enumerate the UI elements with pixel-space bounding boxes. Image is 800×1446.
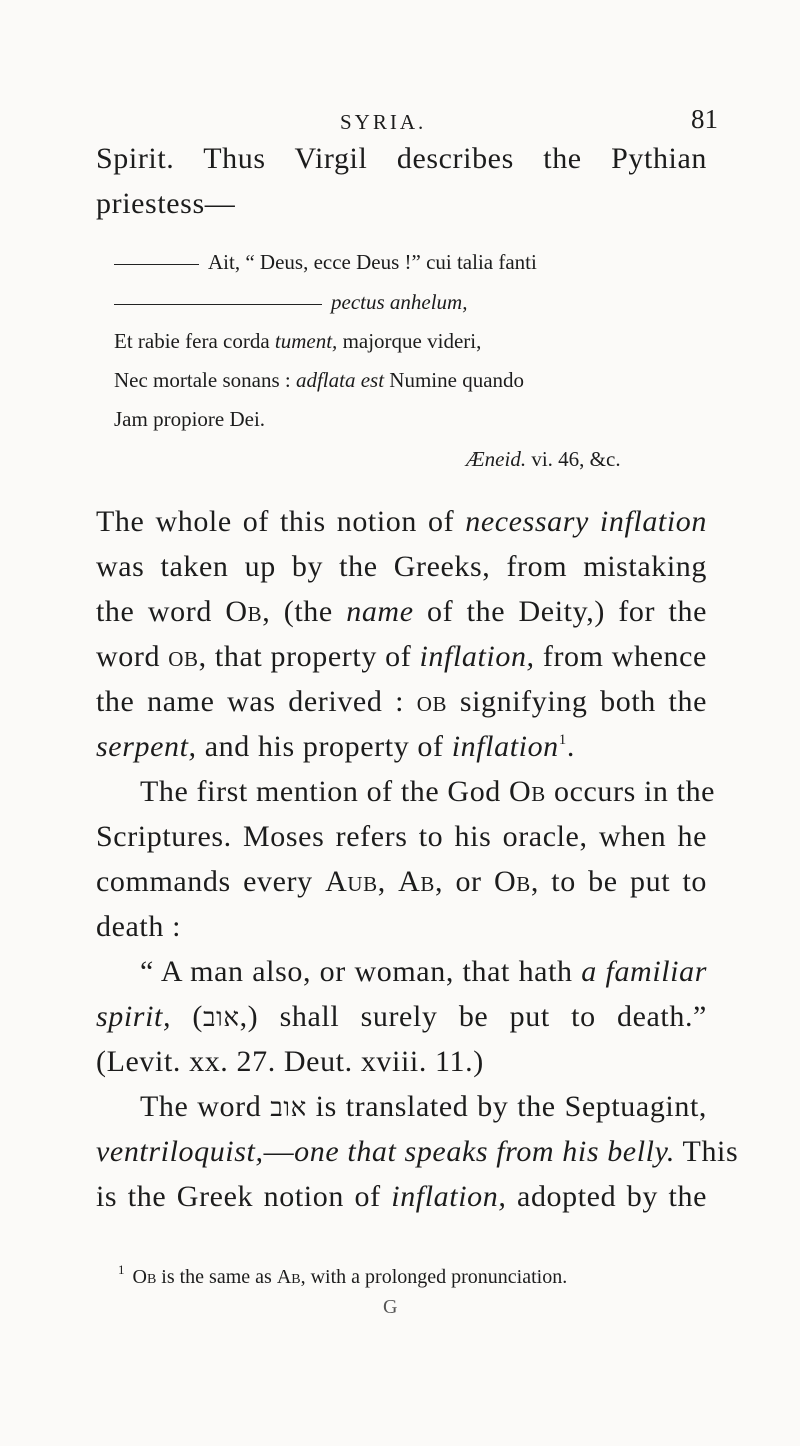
text: word [96, 640, 161, 673]
text: The whole of this notion of [96, 505, 455, 538]
citation-title: Æneid. [466, 447, 527, 471]
text: “ A man also, or woman, that hath [140, 955, 573, 988]
italic-text: inflation, [419, 640, 535, 673]
small-caps-text: Aub, [325, 865, 386, 898]
text: — [263, 1135, 295, 1168]
text: the name was derived : [96, 685, 405, 718]
hebrew-word: אוב [270, 1093, 307, 1123]
intro-line-1: Spirit. Thus Virgil describes the Pythian [96, 142, 707, 175]
text: occurs in the [554, 775, 716, 808]
text: adopted by the [517, 1180, 707, 1213]
verse-citation [466, 447, 621, 472]
para1-line-3 [96, 595, 707, 629]
text: This [682, 1135, 739, 1168]
italic-text: spirit, [96, 1000, 172, 1033]
text: signifying both the [459, 685, 708, 718]
italic-text: inflation [451, 730, 559, 763]
para2-line-4: death : [96, 910, 182, 943]
text: The first mention of the God [140, 775, 501, 808]
text: that property of [214, 640, 412, 673]
para2-line-2: Scriptures. Moses refers to his oracle, when he [96, 820, 707, 853]
citation-ref: vi. 46, &c. [531, 447, 621, 471]
italic-text: necessary inflation [465, 505, 707, 538]
italic-text: serpent, [96, 730, 197, 763]
quote-line-2 [96, 1000, 707, 1034]
italic-text: one that speaks from his belly. [294, 1135, 675, 1168]
verse-text: Numine quando [389, 368, 525, 392]
text: from whence [542, 640, 707, 673]
text: of the Deity,) for the [427, 595, 707, 628]
text: or [455, 865, 482, 898]
hebrew-word: אוב [202, 1003, 240, 1033]
text: ( [192, 1000, 203, 1033]
footnote-reference: 1 [558, 732, 567, 748]
small-caps-text: Ob [509, 775, 546, 808]
para3-line-1 [140, 1090, 707, 1124]
text: is the same as [161, 1266, 272, 1288]
verse-text: majorque videri, [342, 329, 482, 353]
verse-text: pectus anhelum, [331, 290, 468, 314]
small-caps-text: ob, [168, 640, 207, 673]
small-caps-text: Ob, [493, 865, 539, 898]
text: is the Greek notion of [96, 1180, 381, 1213]
text: commands every [96, 865, 313, 898]
para2-line-3 [96, 865, 707, 899]
quote-line-3: (Levit. xx. 27. Deut. xviii. 11.) [96, 1045, 484, 1078]
small-caps-text: Ob, [225, 595, 271, 628]
verse-line-1 [114, 250, 537, 275]
italic-text: name [346, 595, 414, 628]
signature-mark: G [383, 1296, 398, 1318]
text: . [566, 730, 575, 763]
text: with a prolonged pronunciation. [310, 1266, 568, 1288]
text: and his property of [204, 730, 444, 763]
italic-text: a familiar [581, 955, 707, 988]
para3-line-3 [96, 1180, 707, 1214]
para3-line-2 [96, 1135, 739, 1169]
para1-line-5 [96, 685, 707, 719]
quote-line-1 [140, 955, 707, 989]
verse-line-2 [114, 290, 467, 315]
text: to be put to [551, 865, 707, 898]
italic-text: inflation, [391, 1180, 507, 1213]
small-caps-text: ob [416, 685, 448, 718]
text: ,) shall surely be put to death.” [239, 1000, 707, 1033]
intro-line-2: priestess— [96, 187, 236, 220]
para2-line-1 [140, 775, 716, 809]
verse-italic: tument, [274, 329, 338, 353]
verse-italic: adflata est [295, 368, 385, 392]
page-number: 81 [691, 104, 718, 134]
text: is translated by the Septuagint, [315, 1090, 707, 1123]
text: (the [283, 595, 333, 628]
verse-dash [114, 304, 322, 305]
verse-dash [114, 264, 199, 265]
footnote [118, 1262, 567, 1289]
italic-text: ventriloquist, [96, 1135, 264, 1168]
footnote-mark: 1 [118, 1262, 125, 1277]
text: The word [140, 1090, 262, 1123]
para1-line-2: was taken up by the Greeks, from mistaking [96, 550, 707, 583]
verse-text: Ait, “ Deus, ecce Deus !” cui talia fanti [208, 250, 537, 274]
small-caps-text: Ab, [398, 865, 444, 898]
verse-line-3 [114, 329, 481, 354]
small-caps-text: Ob [132, 1266, 157, 1288]
verse-line-5: Jam propiore Dei. [114, 407, 266, 431]
para1-line-4 [96, 640, 707, 674]
para1-line-6 [96, 730, 575, 764]
verse-line-4 [114, 368, 524, 393]
para1-line-1 [96, 505, 707, 539]
verse-text: Et rabie fera corda [114, 329, 270, 353]
running-head: SYRIA. [340, 110, 427, 134]
page-header [0, 104, 800, 140]
small-caps-text: Ab, [276, 1266, 306, 1288]
verse-text: Nec mortale sonans : [114, 368, 291, 392]
text: the word [96, 595, 212, 628]
